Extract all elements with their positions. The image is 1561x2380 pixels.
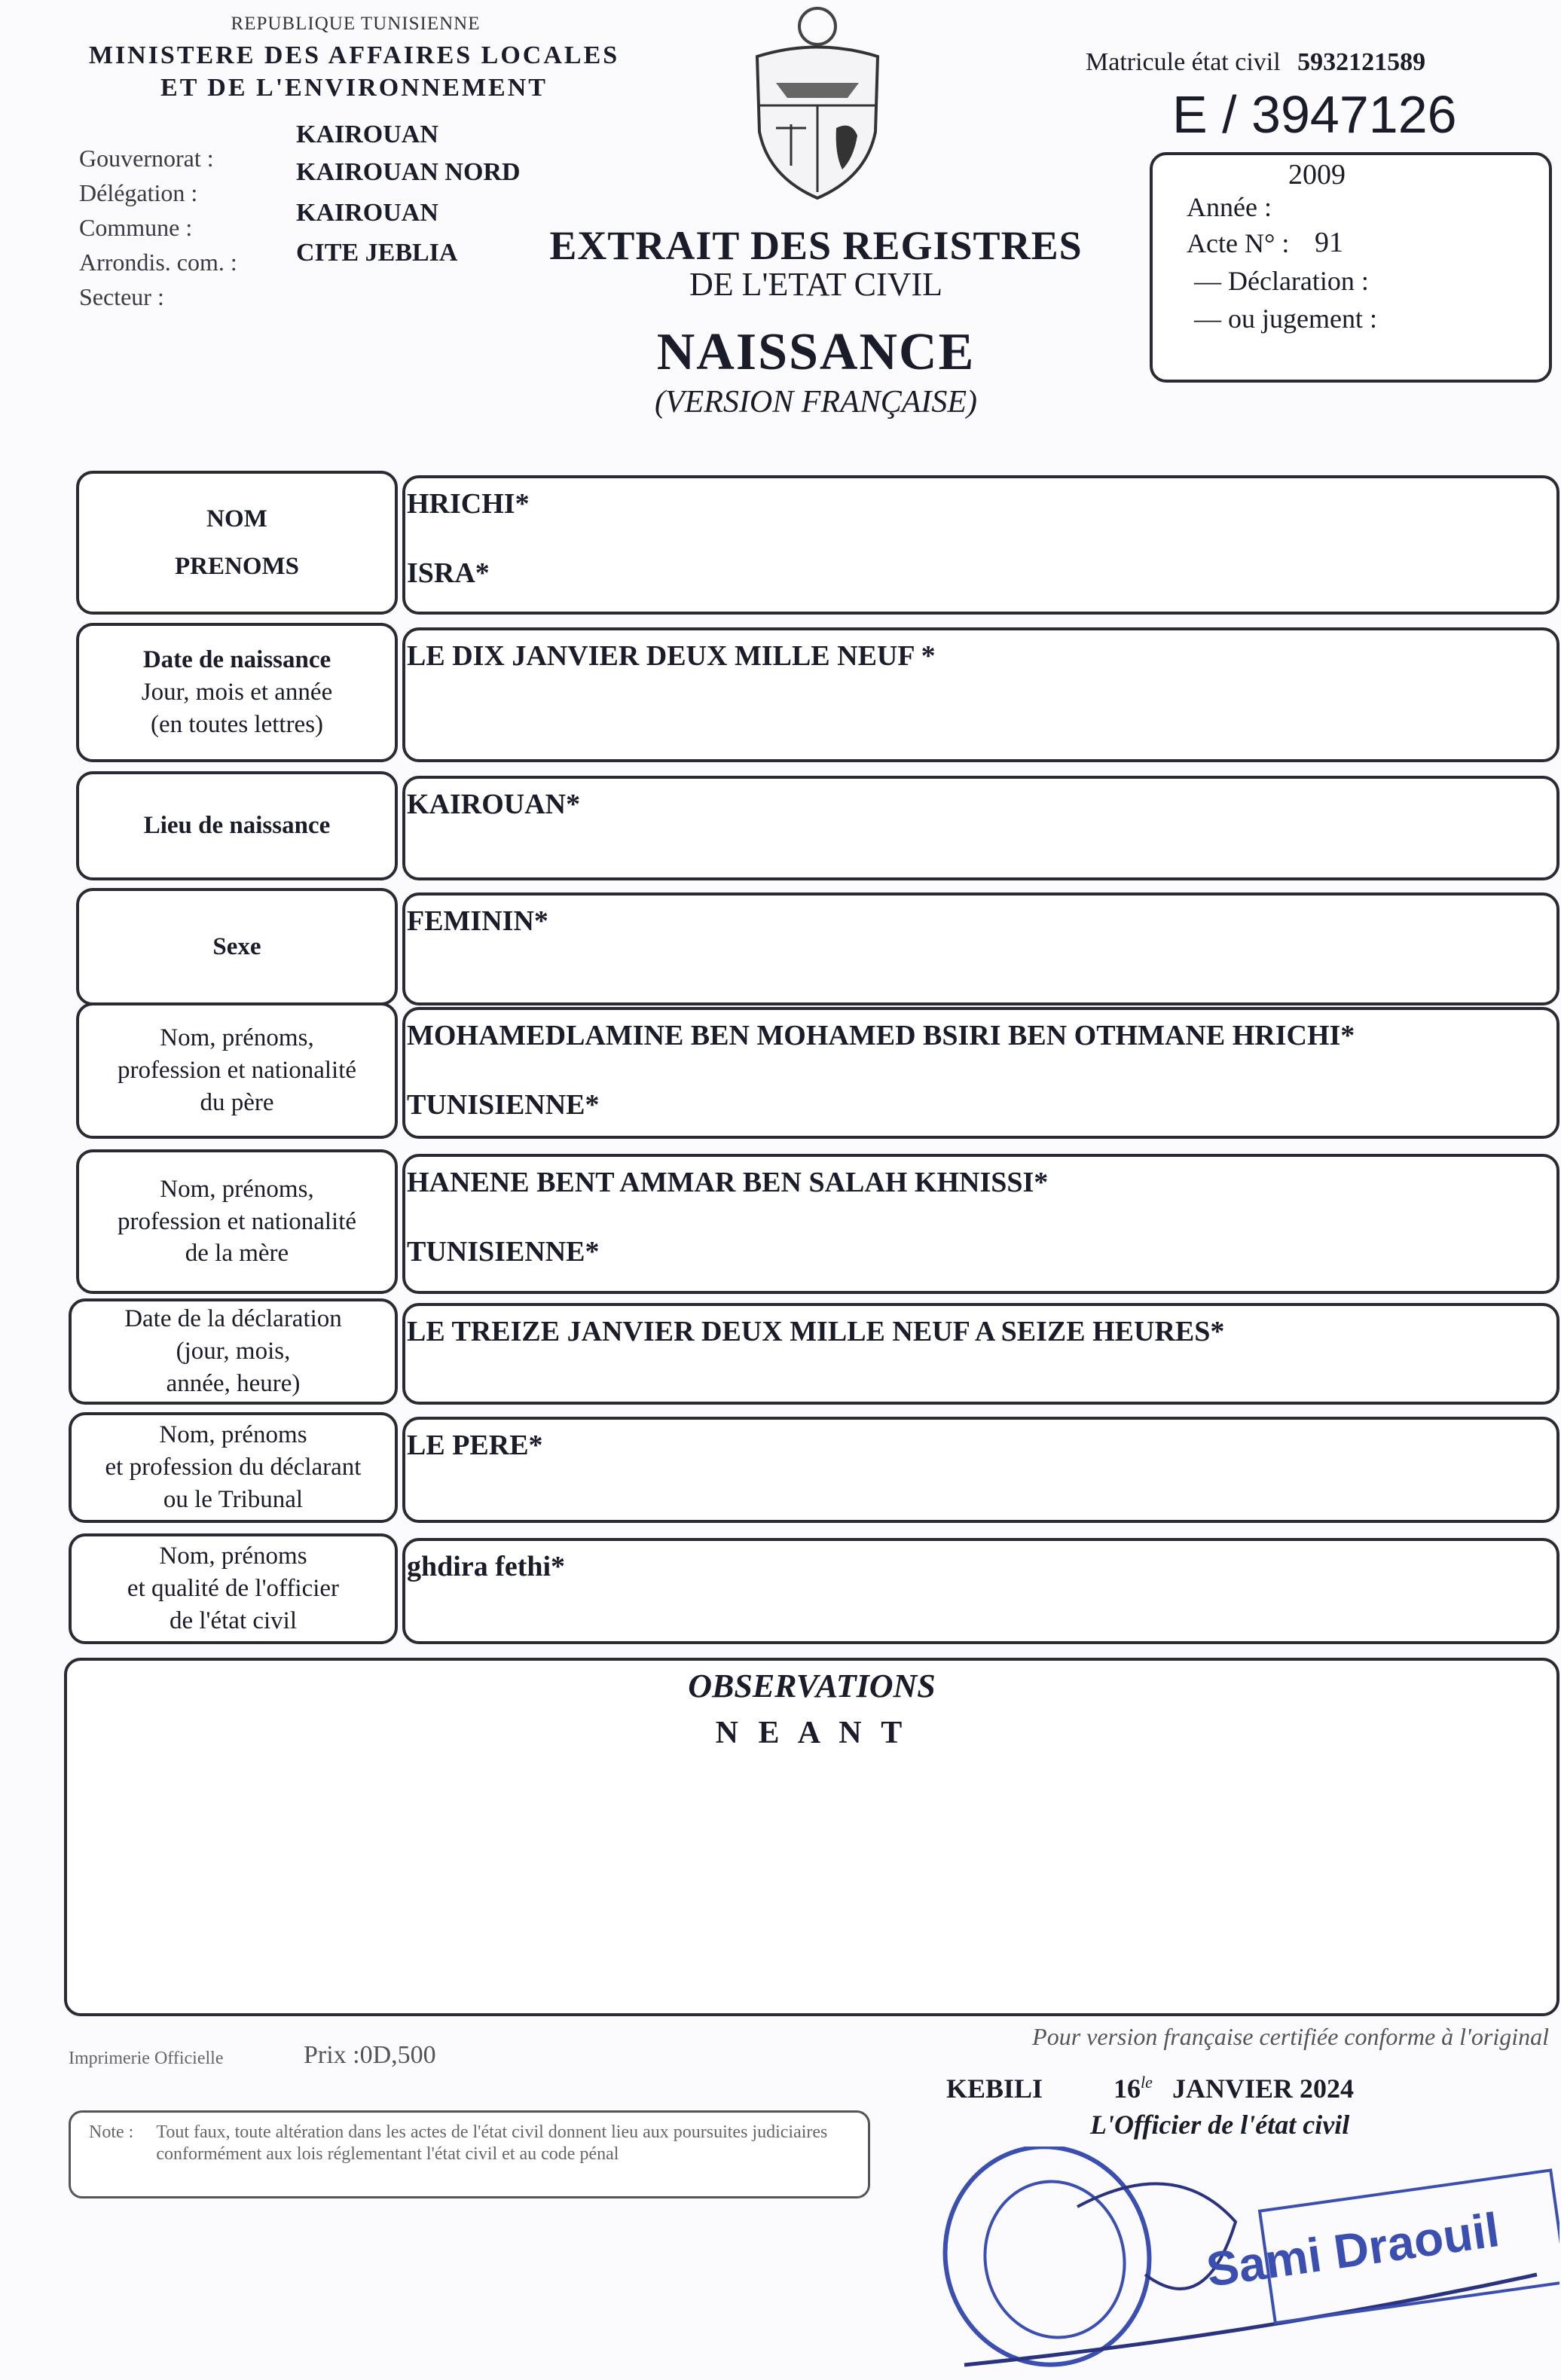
commune-label: Commune :: [79, 214, 193, 241]
acte-box: [1150, 152, 1552, 383]
certified-copy-text: Pour version française certifiée conforme à l'original: [1032, 2023, 1549, 2050]
row-value: ISRA*: [407, 557, 490, 589]
row-value: LE DIX JANVIER DEUX MILLE NEUF *: [407, 640, 936, 672]
row-value: KAIROUAN*: [407, 789, 581, 820]
row-label: Jour, mois et année: [141, 679, 333, 706]
signature-name-stamp: Sami Draouil: [1202, 2202, 1503, 2297]
row-label-box: [69, 1533, 398, 1644]
row-label: du père: [200, 1088, 274, 1116]
row-label: de la mère: [185, 1240, 289, 1268]
row-label: Nom, prénoms: [159, 1542, 307, 1570]
republic-label: REPUBLIQUE TUNISIENNE: [231, 14, 481, 34]
row-label-box: [76, 1002, 398, 1139]
row-label: NOM: [206, 505, 267, 532]
row-label: et qualité de l'officier: [127, 1575, 340, 1603]
row-value-box: [402, 475, 1559, 615]
row-label: Nom, prénoms,: [160, 1024, 314, 1052]
row-label-box: [76, 771, 398, 880]
row-label-box: [69, 1412, 398, 1523]
issue-place: KEBILI: [946, 2073, 1043, 2104]
row-label-box: [69, 1298, 398, 1405]
row-label: et profession du déclarant: [105, 1454, 362, 1481]
row-label: de l'état civil: [169, 1606, 298, 1634]
document-type: NAISSANCE: [656, 323, 976, 381]
observations-title: OBSERVATIONS: [688, 1668, 936, 1704]
row-label-box: [76, 888, 398, 1005]
tunisia-coat-of-arms-icon: [746, 4, 889, 203]
row-label: Date de la déclaration: [124, 1305, 342, 1333]
row-value: MOHAMEDLAMINE BEN MOHAMED BSIRI BEN OTHMANE HRICHI*: [407, 1020, 1355, 1051]
row-label: PRENOMS: [175, 552, 299, 580]
row-label: (jour, mois,: [176, 1338, 291, 1365]
matricule-label: Matricule état civil: [1086, 48, 1281, 76]
row-label: profession et nationalité: [117, 1207, 357, 1235]
row-label: (en toutes lettres): [150, 710, 324, 738]
row-value: FEMININ*: [407, 905, 548, 937]
row-label: Nom, prénoms: [159, 1421, 307, 1449]
row-value: TUNISIENNE*: [407, 1236, 600, 1268]
row-value: HANENE BENT AMMAR BEN SALAH KHNISSI*: [407, 1167, 1049, 1198]
issue-month-year: JANVIER 2024: [1172, 2073, 1355, 2104]
arrondissement-label: Arrondis. com. :: [79, 249, 237, 276]
year-label: Année :: [1187, 192, 1272, 222]
row-value-box: [402, 1417, 1559, 1523]
legal-note-box: [69, 2110, 870, 2198]
delegation-label: Délégation :: [79, 179, 198, 206]
row-label: Lieu de naissance: [143, 812, 331, 840]
price-label: Prix :0D,500: [304, 2041, 436, 2069]
row-label-box: [76, 1149, 398, 1294]
row-label: Date de naissance: [142, 646, 331, 674]
row-value: ghdira fethi*: [407, 1551, 566, 1582]
issue-day-le: le: [1141, 2073, 1153, 2092]
acte-number-label: Acte N° :: [1187, 228, 1290, 258]
version-label: (VERSION FRANÇAISE): [654, 385, 978, 420]
issue-day-value: 16: [1113, 2073, 1141, 2104]
gouvernorat-label: Gouvernorat :: [79, 145, 214, 172]
declaration-label: — Déclaration :: [1194, 266, 1369, 296]
year-value: 2009: [1288, 159, 1346, 191]
printer-label: Imprimerie Officielle: [69, 2049, 224, 2068]
matricule: [1086, 48, 1425, 77]
row-value: LE PERE*: [407, 1430, 543, 1461]
note-text: Tout faux, toute altération dans les actes de l'état civil donnent lieu aux poursuites judiciaires conformément aux lois réglementant l'état civil et au code pénal: [156, 2122, 828, 2164]
ministry-line-2: ET DE L'ENVIRONNEMENT: [160, 74, 548, 102]
secteur-label: Secteur :: [79, 283, 164, 310]
title-extrait: EXTRAIT DES REGISTRES: [549, 223, 1083, 268]
row-label: année, heure): [166, 1369, 301, 1397]
jugement-label: — ou jugement :: [1194, 304, 1377, 334]
note-label: Note :: [89, 2122, 134, 2142]
commune-value: KAIROUAN: [296, 199, 438, 227]
row-label: Sexe: [212, 932, 261, 960]
row-label-box: [76, 471, 398, 615]
matricule-value: 5932121589: [1297, 48, 1426, 76]
row-value: HRICHI*: [407, 488, 530, 520]
observations-neant: N E A N T: [715, 1716, 909, 1750]
acte-number-value: 91: [1315, 227, 1343, 258]
officer-title: L'Officier de l'état civil: [1090, 2110, 1350, 2140]
row-label-box: [76, 623, 398, 762]
row-value: TUNISIENNE*: [407, 1089, 600, 1121]
title-etat-civil: DE L'ETAT CIVIL: [689, 266, 942, 303]
row-label: profession et nationalité: [117, 1057, 357, 1085]
issue-day: [1113, 2073, 1153, 2104]
delegation-value: KAIROUAN NORD: [296, 158, 521, 186]
observations-box: [64, 1658, 1559, 2016]
row-label: ou le Tribunal: [163, 1485, 304, 1513]
row-value-box: [402, 1538, 1559, 1644]
row-value: LE TREIZE JANVIER DEUX MILLE NEUF A SEIZE HEURES*: [407, 1316, 1225, 1347]
gouvernorat-value: KAIROUAN: [296, 121, 438, 148]
row-label: Nom, prénoms,: [160, 1175, 314, 1203]
row-value-box: [402, 892, 1559, 1005]
arrondissement-value: CITE JEBLIA: [296, 239, 458, 267]
ministry-line-1: MINISTERE DES AFFAIRES LOCALES: [88, 41, 620, 69]
serial-number: E / 3947126: [1172, 85, 1457, 144]
